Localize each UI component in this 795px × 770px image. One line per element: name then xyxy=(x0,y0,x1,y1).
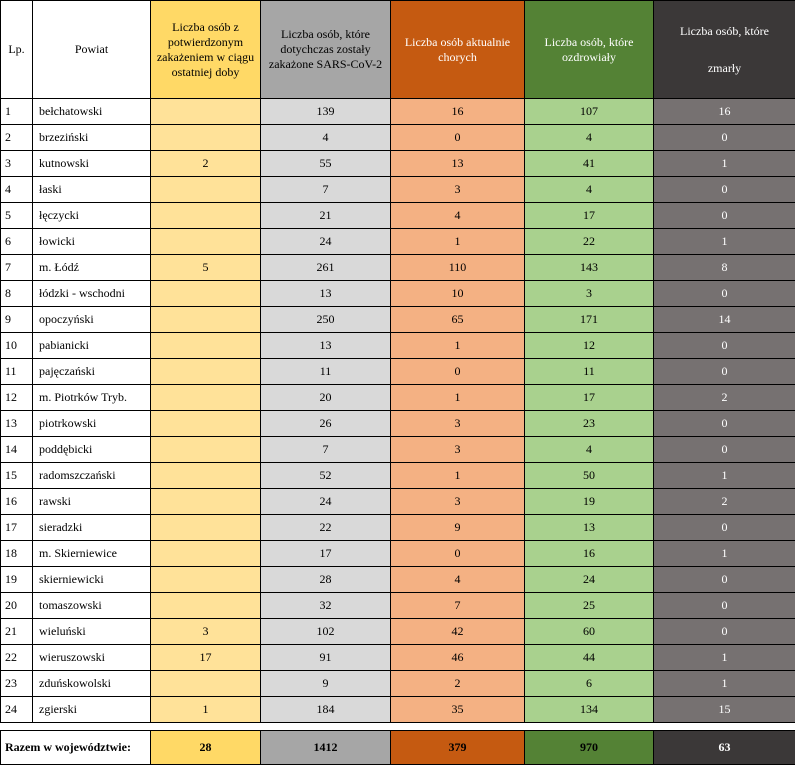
table-row xyxy=(1,359,795,385)
cell-lp: 7 xyxy=(1,255,33,281)
table-row xyxy=(1,385,795,411)
cell-deaths: 0 xyxy=(654,515,795,541)
cell-deaths: 0 xyxy=(654,567,795,593)
cell-currently-ill: 35 xyxy=(391,697,525,723)
cell-recovered: 44 xyxy=(525,645,654,671)
cell-new-cases xyxy=(151,385,261,411)
cell-powiat: zgierski xyxy=(33,697,151,723)
cell-recovered: 143 xyxy=(525,255,654,281)
cell-powiat: kutnowski xyxy=(33,151,151,177)
cell-recovered: 12 xyxy=(525,333,654,359)
cell-deaths: 1 xyxy=(654,671,795,697)
cell-new-cases: 17 xyxy=(151,645,261,671)
cell-powiat: piotrkowski xyxy=(33,411,151,437)
header-deaths-line2: zmarły xyxy=(707,60,742,75)
table-row xyxy=(1,437,795,463)
cell-new-cases xyxy=(151,437,261,463)
totals-ill: 379 xyxy=(391,731,525,765)
cell-recovered: 107 xyxy=(525,99,654,125)
cell-total-infected: 32 xyxy=(261,593,391,619)
cell-currently-ill: 65 xyxy=(391,307,525,333)
header-currently-ill: Liczba osób aktualnie chorych xyxy=(391,1,525,99)
cell-total-infected: 24 xyxy=(261,229,391,255)
table-row xyxy=(1,229,795,255)
cell-new-cases: 2 xyxy=(151,151,261,177)
cell-total-infected: 9 xyxy=(261,671,391,697)
cell-currently-ill: 3 xyxy=(391,437,525,463)
cell-new-cases xyxy=(151,541,261,567)
cell-currently-ill: 10 xyxy=(391,281,525,307)
table-row xyxy=(1,619,795,645)
cell-recovered: 23 xyxy=(525,411,654,437)
cell-total-infected: 20 xyxy=(261,385,391,411)
cell-recovered: 17 xyxy=(525,385,654,411)
cell-recovered: 4 xyxy=(525,125,654,151)
cell-powiat: rawski xyxy=(33,489,151,515)
cell-new-cases xyxy=(151,99,261,125)
cell-total-infected: 28 xyxy=(261,567,391,593)
cell-currently-ill: 1 xyxy=(391,229,525,255)
cell-currently-ill: 7 xyxy=(391,593,525,619)
totals-total: 1412 xyxy=(261,731,391,765)
cell-recovered: 4 xyxy=(525,177,654,203)
cell-powiat: brzeziński xyxy=(33,125,151,151)
cell-powiat: skierniewicki xyxy=(33,567,151,593)
cell-currently-ill: 3 xyxy=(391,177,525,203)
cell-currently-ill: 4 xyxy=(391,567,525,593)
cell-recovered: 6 xyxy=(525,671,654,697)
cell-powiat: łaski xyxy=(33,177,151,203)
cell-deaths: 1 xyxy=(654,645,795,671)
cell-recovered: 60 xyxy=(525,619,654,645)
cell-lp: 22 xyxy=(1,645,33,671)
cell-lp: 23 xyxy=(1,671,33,697)
cell-new-cases xyxy=(151,515,261,541)
cell-currently-ill: 3 xyxy=(391,411,525,437)
cell-total-infected: 7 xyxy=(261,437,391,463)
cell-powiat: m. Skierniewice xyxy=(33,541,151,567)
cell-powiat: zduńskowolski xyxy=(33,671,151,697)
cell-recovered: 41 xyxy=(525,151,654,177)
cell-total-infected: 17 xyxy=(261,541,391,567)
totals-new: 28 xyxy=(151,731,261,765)
spacer-cell xyxy=(1,723,795,731)
table-row xyxy=(1,151,795,177)
cell-powiat: wieluński xyxy=(33,619,151,645)
totals-deaths: 63 xyxy=(654,731,795,765)
cell-new-cases xyxy=(151,463,261,489)
header-deaths xyxy=(654,1,795,99)
cell-currently-ill: 4 xyxy=(391,203,525,229)
cell-recovered: 4 xyxy=(525,437,654,463)
cell-powiat: poddębicki xyxy=(33,437,151,463)
cell-lp: 24 xyxy=(1,697,33,723)
cell-currently-ill: 16 xyxy=(391,99,525,125)
cell-lp: 13 xyxy=(1,411,33,437)
cell-deaths: 1 xyxy=(654,463,795,489)
cell-deaths: 0 xyxy=(654,437,795,463)
table-row xyxy=(1,541,795,567)
spacer-row xyxy=(1,723,795,731)
cell-deaths: 0 xyxy=(654,333,795,359)
cell-recovered: 3 xyxy=(525,281,654,307)
cell-recovered: 22 xyxy=(525,229,654,255)
cell-new-cases xyxy=(151,489,261,515)
cell-recovered: 134 xyxy=(525,697,654,723)
cell-recovered: 16 xyxy=(525,541,654,567)
cell-deaths: 1 xyxy=(654,229,795,255)
cell-lp: 1 xyxy=(1,99,33,125)
cell-deaths: 0 xyxy=(654,619,795,645)
cell-currently-ill: 42 xyxy=(391,619,525,645)
table-row xyxy=(1,567,795,593)
cell-deaths: 2 xyxy=(654,489,795,515)
cell-recovered: 25 xyxy=(525,593,654,619)
totals-recovered: 970 xyxy=(525,731,654,765)
cell-lp: 20 xyxy=(1,593,33,619)
cell-lp: 3 xyxy=(1,151,33,177)
cell-deaths: 16 xyxy=(654,99,795,125)
cell-recovered: 50 xyxy=(525,463,654,489)
cell-new-cases xyxy=(151,177,261,203)
cell-powiat: łowicki xyxy=(33,229,151,255)
cell-recovered: 171 xyxy=(525,307,654,333)
cell-total-infected: 250 xyxy=(261,307,391,333)
cell-total-infected: 7 xyxy=(261,177,391,203)
table-row xyxy=(1,463,795,489)
cell-new-cases xyxy=(151,411,261,437)
cell-lp: 4 xyxy=(1,177,33,203)
cell-powiat: opoczyński xyxy=(33,307,151,333)
cell-new-cases xyxy=(151,359,261,385)
cell-lp: 18 xyxy=(1,541,33,567)
header-deaths-line1: Liczba osób, które xyxy=(680,23,769,38)
cell-currently-ill: 0 xyxy=(391,125,525,151)
table-row xyxy=(1,593,795,619)
table-row xyxy=(1,281,795,307)
cell-lp: 12 xyxy=(1,385,33,411)
cell-total-infected: 21 xyxy=(261,203,391,229)
cell-deaths: 0 xyxy=(654,125,795,151)
cell-currently-ill: 13 xyxy=(391,151,525,177)
cell-total-infected: 102 xyxy=(261,619,391,645)
table-row xyxy=(1,203,795,229)
table-row xyxy=(1,307,795,333)
cell-total-infected: 13 xyxy=(261,333,391,359)
cell-new-cases xyxy=(151,125,261,151)
cell-new-cases xyxy=(151,203,261,229)
cell-powiat: m. Piotrków Tryb. xyxy=(33,385,151,411)
table-body xyxy=(1,99,795,723)
table-row xyxy=(1,645,795,671)
cell-lp: 15 xyxy=(1,463,33,489)
cell-currently-ill: 3 xyxy=(391,489,525,515)
cell-currently-ill: 0 xyxy=(391,541,525,567)
cell-lp: 6 xyxy=(1,229,33,255)
table-row xyxy=(1,255,795,281)
cell-total-infected: 184 xyxy=(261,697,391,723)
cell-currently-ill: 2 xyxy=(391,671,525,697)
cell-recovered: 13 xyxy=(525,515,654,541)
cell-deaths: 0 xyxy=(654,177,795,203)
cell-new-cases xyxy=(151,307,261,333)
cell-new-cases xyxy=(151,281,261,307)
header-lp: Lp. xyxy=(1,1,33,99)
cell-lp: 17 xyxy=(1,515,33,541)
cell-powiat: radomszczański xyxy=(33,463,151,489)
cell-recovered: 19 xyxy=(525,489,654,515)
cell-recovered: 11 xyxy=(525,359,654,385)
cell-total-infected: 55 xyxy=(261,151,391,177)
cell-deaths: 0 xyxy=(654,203,795,229)
cell-lp: 9 xyxy=(1,307,33,333)
cell-powiat: m. Łódź xyxy=(33,255,151,281)
cell-new-cases: 1 xyxy=(151,697,261,723)
cell-currently-ill: 9 xyxy=(391,515,525,541)
header-total-infected: Liczba osób, które dotychczas zostały zakażone SARS-CoV-2 xyxy=(261,1,391,99)
cell-new-cases: 5 xyxy=(151,255,261,281)
cell-total-infected: 4 xyxy=(261,125,391,151)
cell-deaths: 0 xyxy=(654,281,795,307)
cell-deaths: 0 xyxy=(654,593,795,619)
table-row xyxy=(1,489,795,515)
cell-currently-ill: 1 xyxy=(391,333,525,359)
table-row xyxy=(1,99,795,125)
cell-total-infected: 139 xyxy=(261,99,391,125)
cell-lp: 5 xyxy=(1,203,33,229)
totals-row xyxy=(1,731,795,765)
cell-currently-ill: 1 xyxy=(391,385,525,411)
cell-lp: 2 xyxy=(1,125,33,151)
cell-total-infected: 13 xyxy=(261,281,391,307)
cell-total-infected: 22 xyxy=(261,515,391,541)
cell-deaths: 1 xyxy=(654,541,795,567)
table-row xyxy=(1,697,795,723)
cell-new-cases: 3 xyxy=(151,619,261,645)
cell-recovered: 24 xyxy=(525,567,654,593)
cell-currently-ill: 1 xyxy=(391,463,525,489)
cell-powiat: łódzki - wschodni xyxy=(33,281,151,307)
cell-powiat: łęczycki xyxy=(33,203,151,229)
cell-total-infected: 26 xyxy=(261,411,391,437)
cell-powiat: pajęczański xyxy=(33,359,151,385)
cell-deaths: 14 xyxy=(654,307,795,333)
cell-new-cases xyxy=(151,671,261,697)
header-recovered: Liczba osób, które ozdrowiały xyxy=(525,1,654,99)
cell-deaths: 1 xyxy=(654,151,795,177)
table-row xyxy=(1,125,795,151)
cell-lp: 11 xyxy=(1,359,33,385)
cell-powiat: sieradzki xyxy=(33,515,151,541)
table-row xyxy=(1,411,795,437)
cell-powiat: tomaszowski xyxy=(33,593,151,619)
table-row xyxy=(1,333,795,359)
cell-currently-ill: 46 xyxy=(391,645,525,671)
cell-powiat: bełchatowski xyxy=(33,99,151,125)
cell-lp: 8 xyxy=(1,281,33,307)
cell-currently-ill: 110 xyxy=(391,255,525,281)
cell-currently-ill: 0 xyxy=(391,359,525,385)
cell-deaths: 15 xyxy=(654,697,795,723)
cell-deaths: 2 xyxy=(654,385,795,411)
table-row xyxy=(1,671,795,697)
cell-deaths: 0 xyxy=(654,359,795,385)
header-row xyxy=(1,1,795,99)
cell-lp: 16 xyxy=(1,489,33,515)
table-row xyxy=(1,177,795,203)
cell-total-infected: 11 xyxy=(261,359,391,385)
header-new-cases: Liczba osób z potwierdzonym zakażeniem w ciągu ostatniej doby xyxy=(151,1,261,99)
cell-total-infected: 52 xyxy=(261,463,391,489)
cell-total-infected: 261 xyxy=(261,255,391,281)
cell-new-cases xyxy=(151,229,261,255)
cell-powiat: wieruszowski xyxy=(33,645,151,671)
cell-lp: 21 xyxy=(1,619,33,645)
cell-powiat: pabianicki xyxy=(33,333,151,359)
cell-new-cases xyxy=(151,333,261,359)
cell-lp: 10 xyxy=(1,333,33,359)
cell-total-infected: 91 xyxy=(261,645,391,671)
cell-deaths: 0 xyxy=(654,411,795,437)
header-powiat: Powiat xyxy=(33,1,151,99)
cell-new-cases xyxy=(151,593,261,619)
totals-label: Razem w województwie: xyxy=(1,731,151,765)
cell-lp: 14 xyxy=(1,437,33,463)
cell-total-infected: 24 xyxy=(261,489,391,515)
cell-recovered: 17 xyxy=(525,203,654,229)
cell-new-cases xyxy=(151,567,261,593)
table-row xyxy=(1,515,795,541)
cell-lp: 19 xyxy=(1,567,33,593)
cell-deaths: 8 xyxy=(654,255,795,281)
